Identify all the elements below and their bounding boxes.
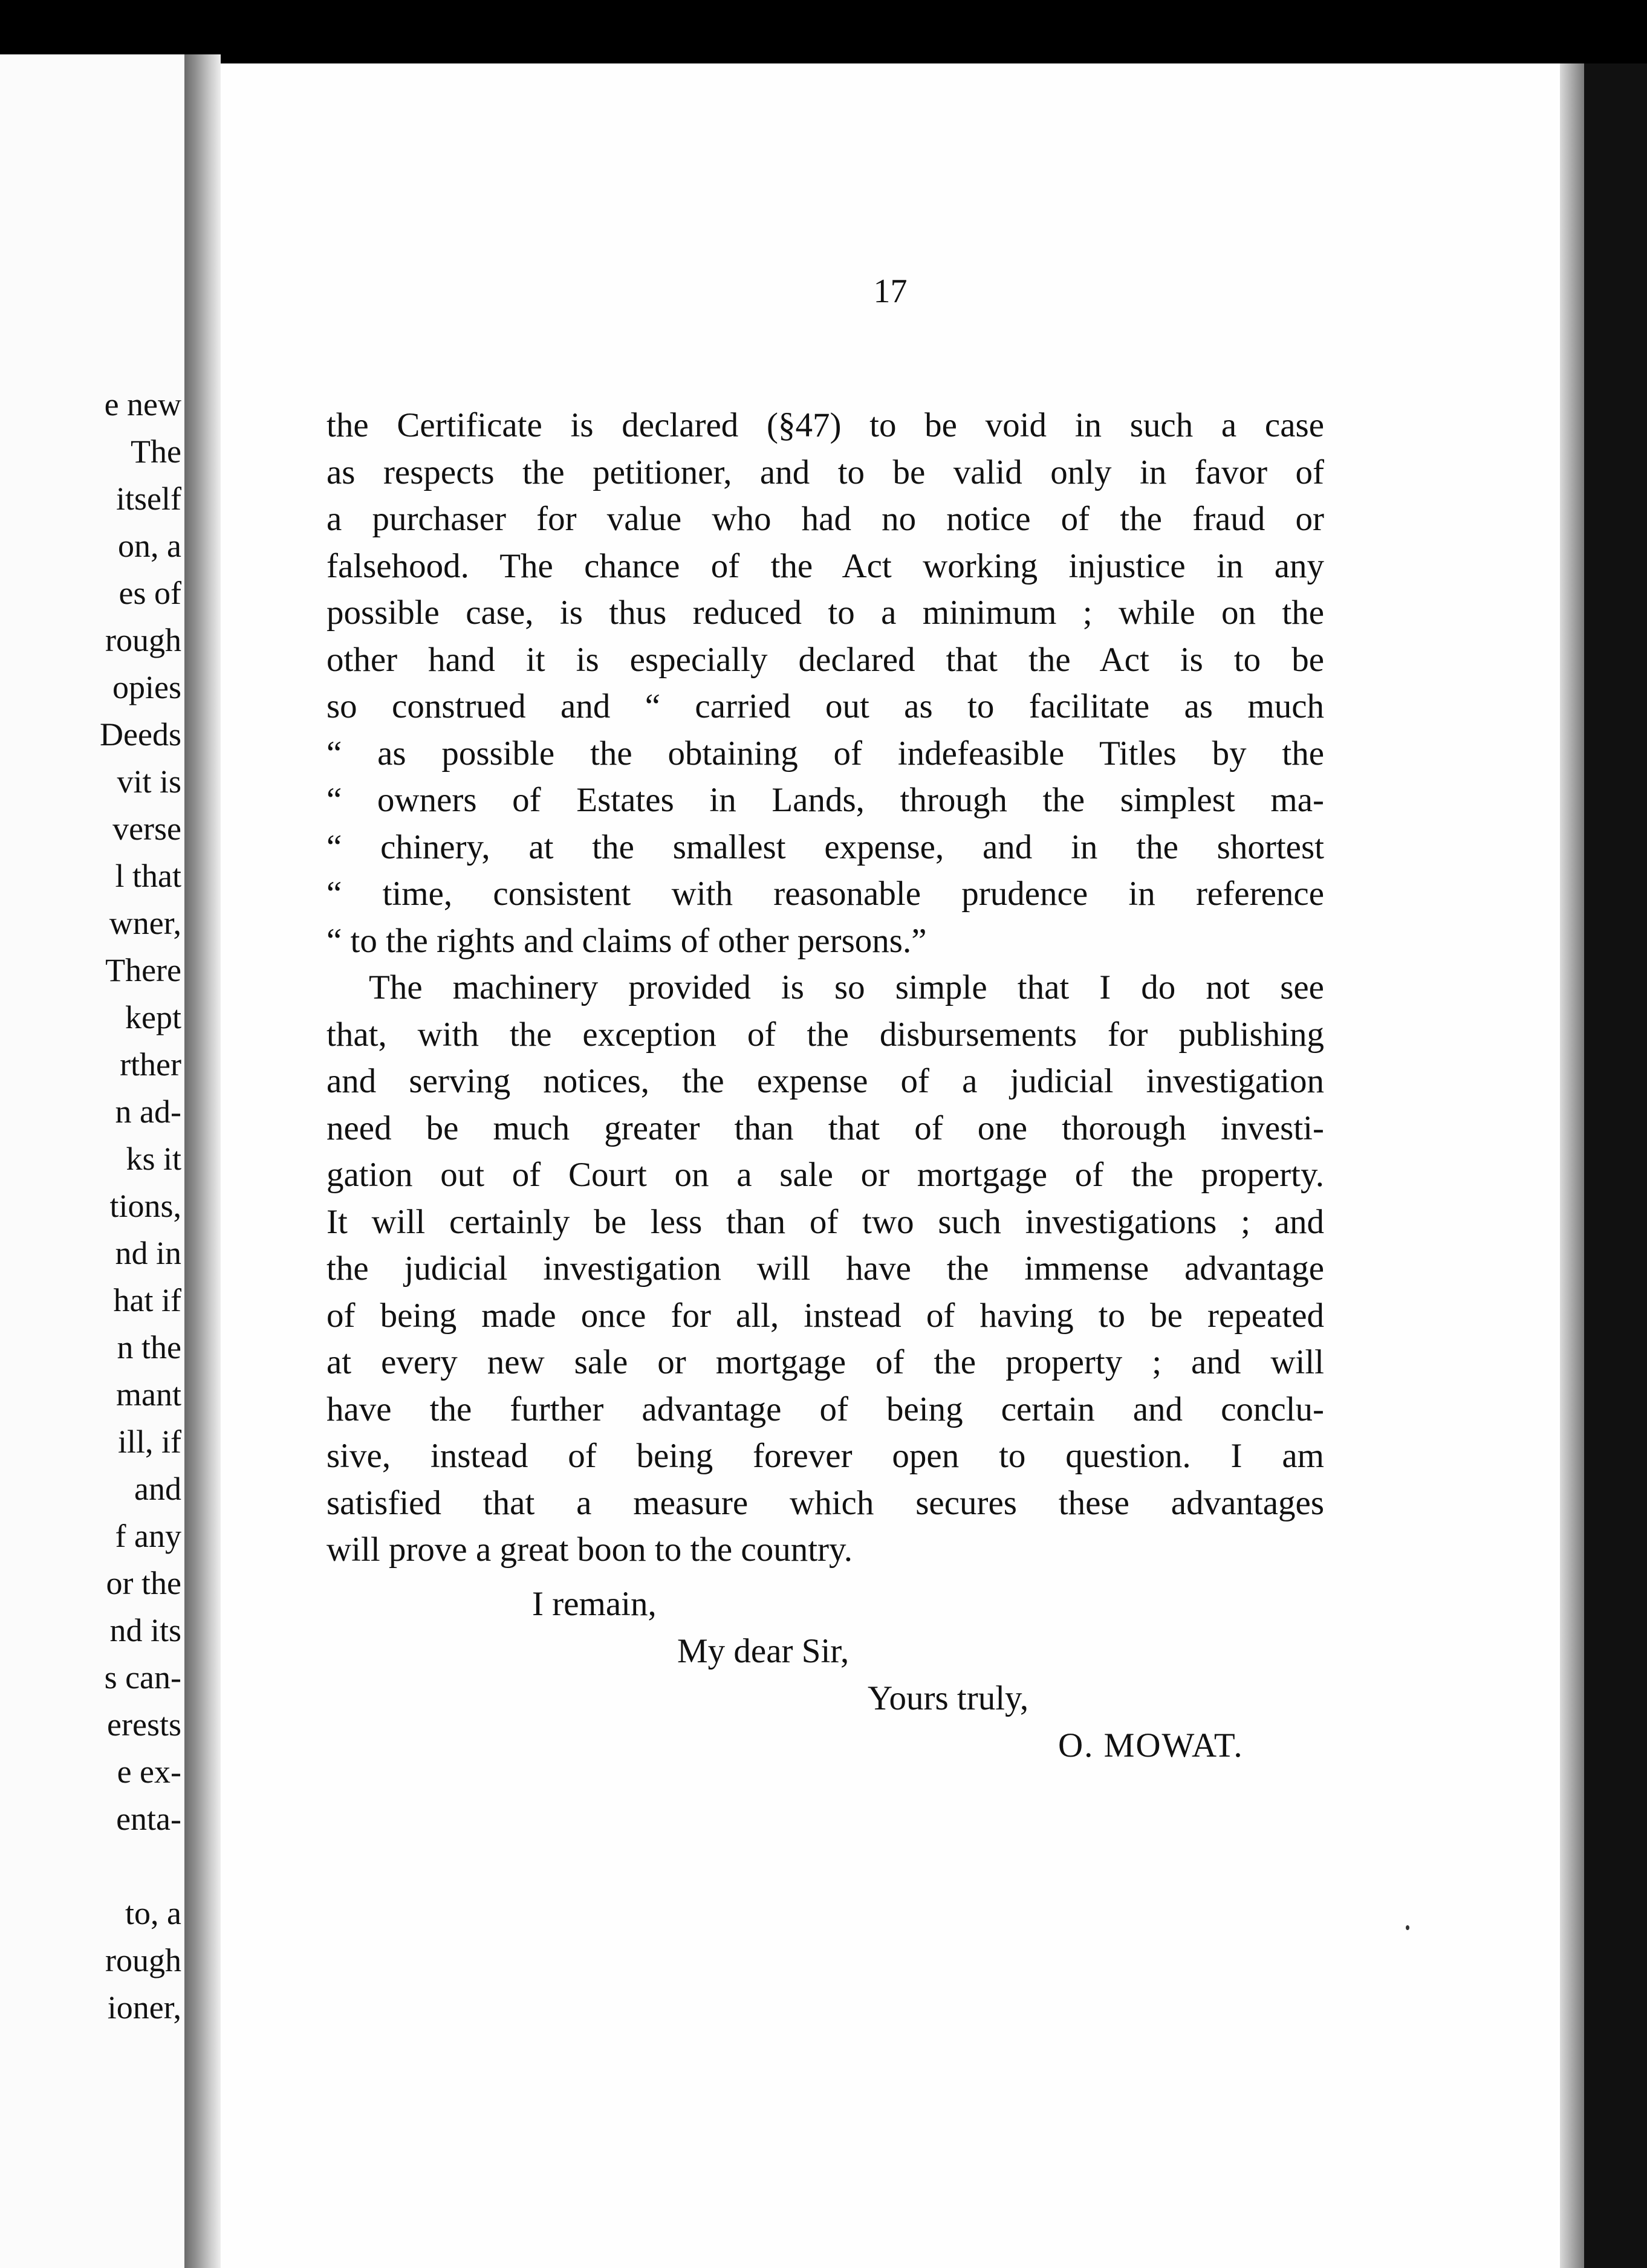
text-line: other hand it is especially declared that the Act is to be xyxy=(326,640,1324,679)
left-text-fragment: e new xyxy=(104,386,181,423)
closing-yours: Yours truly, xyxy=(868,1679,1029,1717)
text-line: It will certainly be less than of two such investigations ; and xyxy=(326,1202,1324,1241)
text-line: need be much greater than that of one thorough investi- xyxy=(326,1109,1324,1147)
text-line: at every new sale or mortgage of the property ; and will xyxy=(326,1343,1324,1381)
left-text-fragment: nd its xyxy=(109,1612,181,1648)
text-line: falsehood. The chance of the Act working injustice in any xyxy=(326,546,1324,585)
left-text-fragment: mant xyxy=(116,1376,181,1413)
left-text-fragment: n the xyxy=(117,1329,181,1366)
text-line: “ chinery, at the smallest expense, and in the shortest xyxy=(326,828,1324,866)
fragment-gap xyxy=(0,1842,181,1890)
text-line: The machinery provided is so simple that I do not see xyxy=(369,968,1324,1006)
book-gutter xyxy=(184,54,221,2268)
left-text-fragment: opies xyxy=(112,669,181,705)
left-text-fragment: f any xyxy=(115,1518,181,1554)
scan-border xyxy=(1584,63,1647,2268)
left-text-fragment: vit is xyxy=(117,763,181,800)
left-text-fragment: l that xyxy=(115,858,181,894)
left-text-fragment: itself xyxy=(116,481,181,517)
left-text-fragment: wner, xyxy=(109,905,181,941)
left-text-fragment: kept xyxy=(125,999,181,1035)
left-text-fragment: erests xyxy=(107,1706,181,1743)
text-line: as respects the petitioner, and to be valid only in favor of xyxy=(326,453,1324,491)
closing-remain: I remain, xyxy=(532,1585,657,1623)
text-line: have the further advantage of being certain and conclu- xyxy=(326,1390,1324,1428)
paragraph-1 xyxy=(326,402,1324,964)
left-text-fragment: n ad- xyxy=(115,1094,181,1130)
left-text-fragment: tions, xyxy=(109,1188,181,1224)
text-line: gation out of Court on a sale or mortgage of the property. xyxy=(326,1156,1324,1194)
left-text-fragment: s can- xyxy=(104,1659,181,1696)
text-line: satisfied that a measure which secures these advantages xyxy=(326,1483,1324,1522)
paragraph-2 xyxy=(326,964,1324,1573)
text-line: the judicial investigation will have the immense advantage xyxy=(326,1249,1324,1288)
left-text-fragment: to, a xyxy=(125,1895,181,1931)
page-number: 17 xyxy=(873,273,908,310)
text-line: “ to the rights and claims of other persons.” xyxy=(326,921,927,960)
letter-body xyxy=(326,402,1324,1573)
paper-speck xyxy=(1406,1925,1409,1930)
text-line: possible case, is thus reduced to a minimum ; while on the xyxy=(326,594,1324,632)
left-text-fragment: ks it xyxy=(126,1141,181,1177)
text-line: that, with the exception of the disbursements for publishing xyxy=(326,1015,1324,1054)
left-text-fragment: ioner, xyxy=(107,1989,181,2026)
left-text-fragment: hat if xyxy=(113,1282,181,1318)
left-text-fragment: The xyxy=(131,433,181,470)
left-page-text-fragments xyxy=(0,381,181,2031)
text-line: the Certificate is declared (§47) to be void in such a case xyxy=(326,406,1324,444)
left-text-fragment: There xyxy=(105,952,181,988)
left-text-fragment: rough xyxy=(105,1942,181,1978)
text-line: will prove a great boon to the country. xyxy=(326,1531,853,1569)
left-text-fragment: verse xyxy=(112,811,181,847)
left-text-fragment: Deeds xyxy=(100,716,181,753)
text-line: of being made once for all, instead of having to be repeated xyxy=(326,1296,1324,1335)
left-text-fragment: rther xyxy=(120,1046,181,1083)
text-line: “ owners of Estates in Lands, through the simplest ma- xyxy=(326,781,1324,819)
page-edge-shadow xyxy=(1560,63,1584,2268)
left-text-fragment: ill, if xyxy=(118,1424,181,1460)
left-text-fragment: rough xyxy=(105,622,181,658)
text-line: “ time, consistent with reasonable prudence in reference xyxy=(326,875,1324,913)
left-text-fragment: es of xyxy=(119,575,181,611)
left-text-fragment: e ex- xyxy=(117,1754,181,1790)
left-text-fragment: and xyxy=(134,1471,181,1507)
right-page xyxy=(221,63,1560,2268)
text-line: sive, instead of being forever open to question. I am xyxy=(326,1437,1324,1475)
left-text-fragment: nd in xyxy=(115,1235,181,1271)
text-line: a purchaser for value who had no notice of the fraud or xyxy=(326,500,1324,538)
text-line: so construed and “ carried out as to facilitate as much xyxy=(326,687,1324,725)
left-page xyxy=(0,54,184,2268)
signature: O. MOWAT. xyxy=(1058,1726,1244,1764)
closing-salutation: My dear Sir, xyxy=(677,1632,849,1670)
left-text-fragment: or the xyxy=(106,1565,181,1601)
left-text-fragment: on, a xyxy=(118,528,181,564)
text-line: and serving notices, the expense of a judicial investigation xyxy=(326,1062,1324,1100)
text-line: “ as possible the obtaining of indefeasible Titles by the xyxy=(326,734,1324,773)
left-text-fragment: enta- xyxy=(116,1801,181,1837)
